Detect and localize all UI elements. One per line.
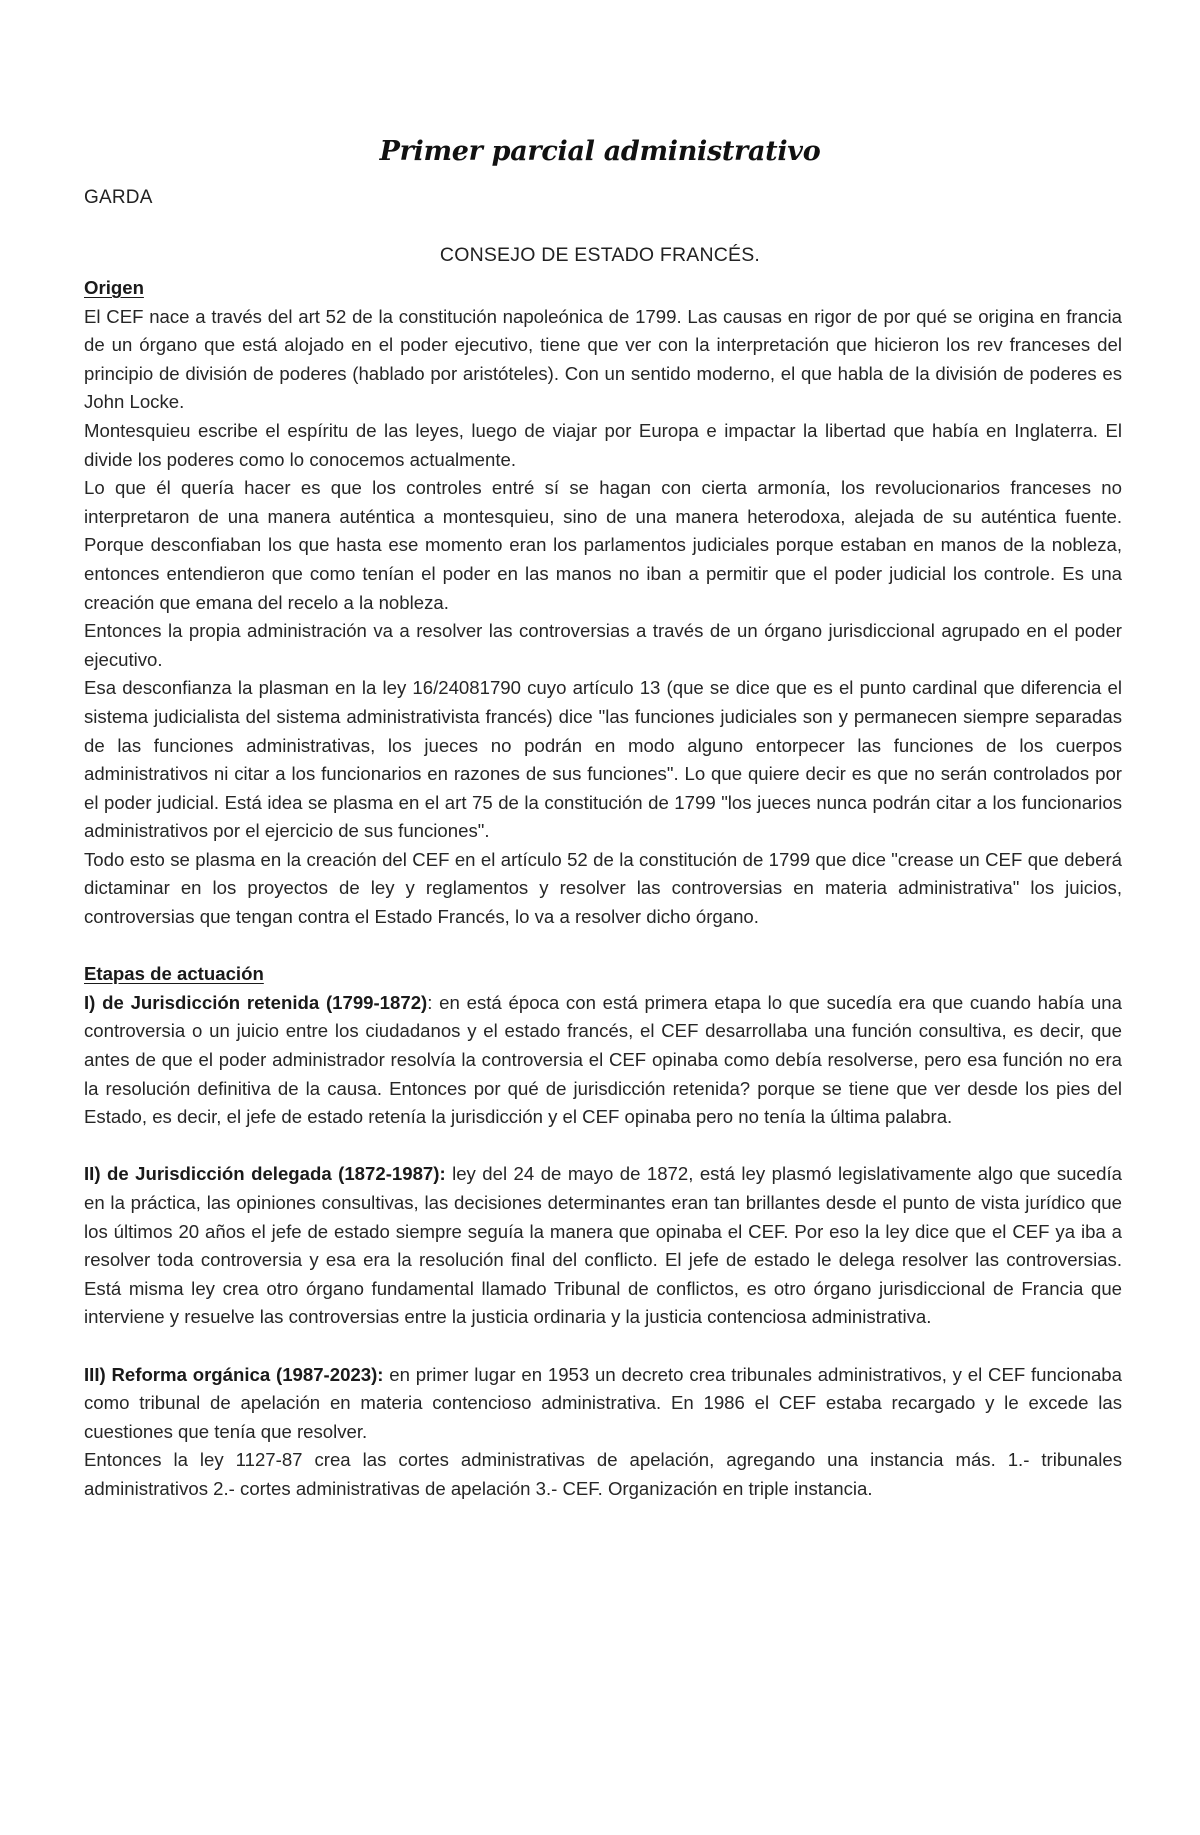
stage-1-paragraph <box>84 989 1122 1132</box>
origen-paragraph: Montesquieu escribe el espíritu de las leyes, luego de viajar por Europa e impactar la libertad que había en Inglaterra. El divide los poderes como lo conocemos actualmente. <box>84 419 1122 470</box>
stage-3-label: III) Reforma orgánica (1987-2023): <box>84 1363 384 1385</box>
origen-paragraph: Entonces la propia administración va a resolver las controversias a través de un órgano jurisdiccional agrupado en el poder ejecutivo. <box>84 620 1122 670</box>
document-title: Primer parcial administrativo <box>379 136 821 167</box>
stage-3-paragraph <box>84 1361 1122 1447</box>
origen-paragraph: Esa desconfianza la plasman en la ley 16/24081790 cuyo artículo 13 (que se dice que es el punto cardinal que diferencia el sistema judicialista del sistema administrativista francés) dice "las funciones judiciales son y permanecen siempre separadas de las funciones administrativas, los jueces no podrán en modo alguno entorpecer las funciones de los cuerpos administrativos ni citar a los funcionarios en razones de sus funciones". Lo que quiere decir es que no serán controlados por el poder judicial. Está idea se plasma en el art 75 de la constitución de 1799 "los jueces nunca podrán citar a los funcionarios administrativos por el ejercicio de sus funciones". <box>84 677 1122 842</box>
stage-1-text: : en está época con está primera etapa lo que sucedía era que cuando había una controversia o un juicio entre los ciudadanos y el estado francés, el CEF desarrollaba una función consultiva, es decir, que antes de que el poder administrador resolvía la controversia el CEF opinaba como debía resolverse, pero esa función no era la resolución definitiva de la causa. Entonces por qué de jurisdicción retenida? porque se tiene que ver desde los pies del Estado, es decir, el jefe de estado retenía la jurisdicción y el CEF opinaba pero no tenía la última palabra. <box>84 991 1122 1128</box>
origen-paragraph: Lo que él quería hacer es que los controles entré sí se hagan con cierta armonía, los revolucionarios franceses no interpretaron de una manera auténtica a montesquieu, sino de una manera heterodoxa, alejada de su auténtica fuente. Porque desconfiaban los que hasta ese momento eran los parlamentos judiciales porque estaban en manos de la nobleza, entonces entendieron que como tenían el poder en las manos no iban a permitir que el poder judicial los controle. Es una creación que emana del recelo a la nobleza. <box>84 477 1122 613</box>
stage-3-text: en primer lugar en 1953 un decreto crea tribunales administrativos, y el CEF funcionaba como tribunal de apelación en materia contencioso administrativa. En 1986 el CEF estaba recargado y le excede las cuestiones que tenía que resolver. <box>84 1363 1122 1442</box>
spacer <box>84 932 1122 961</box>
spacer <box>84 1132 1122 1161</box>
author-name: GARDA <box>84 187 153 208</box>
stage-2-text: ley del 24 de mayo de 1872, está ley plasmó legislativamente algo que sucedía en la práctica, las opiniones consultivas, las decisiones determinantes eran tan brillantes desde el punto de vista jurídico que los últimos 20 años el jefe de estado siempre seguía la manera que opinaba el CEF. Por eso la ley dice que el CEF ya iba a resolver toda controversia y esa era la resolución final del conflicto. El jefe de estado le delega resolver las controversias. Está misma ley crea otro órgano fundamental llamado Tribunal de conflictos, es otro órgano jurisdiccional de Francia que interviene y resuelve las controversias entre la justicia ordinaria y la justicia contenciosa administrativa. <box>84 1163 1122 1328</box>
origen-title: Origen <box>84 277 144 298</box>
origen-paragraph: El CEF nace a través del art 52 de la constitución napoleónica de 1799. Las causas en rigor de por qué se origina en francia de un órgano que está alojado en el poder ejecutivo, tiene que ver con la interpretación que hicieron los rev franceses del principio de división de poderes (hablado por aristóteles). Con un sentido moderno, el que habla de la división de poderes es John Locke. <box>84 305 1122 413</box>
origen-paragraph: Todo esto se plasma en la creación del CEF en el artículo 52 de la constitución de 1799 que dice "crease un CEF que deberá dictaminar en los proyectos de ley y reglamentos y resolver las controversias en materia administrativa" los juicios, controversias que tengan contra el Estado Francés, lo va a resolver dicho órgano. <box>84 848 1122 928</box>
stage-1-label: I) de Jurisdicción retenida (1799-1872) <box>84 991 428 1013</box>
stage-3-followup: Entonces la ley 1127-87 crea las cortes administrativas de apelación, agregando una instancia más. 1.- tribunales administrativos 2.- cortes administrativas de apelación 3.- CEF. Organización en triple instancia. <box>84 1449 1122 1499</box>
stage-2-paragraph <box>84 1160 1122 1332</box>
spacer <box>84 1332 1122 1361</box>
stage-2-label: II) de Jurisdicción delegada (1872-1987): <box>84 1163 446 1185</box>
document-body <box>84 274 1122 1504</box>
section-heading: CONSEJO DE ESTADO FRANCÉS. <box>439 244 761 266</box>
etapas-title: Etapas de actuación <box>84 963 264 985</box>
